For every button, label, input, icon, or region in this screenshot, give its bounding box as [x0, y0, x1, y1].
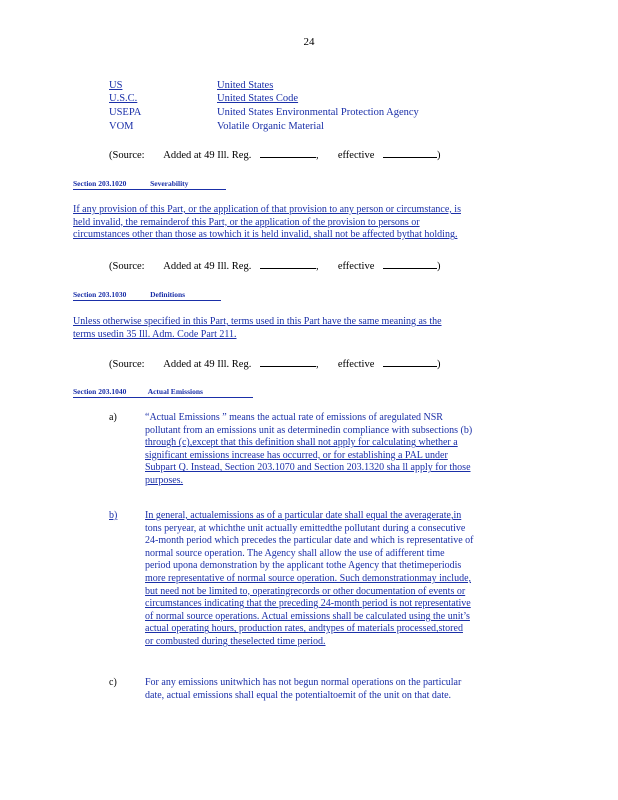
text-line: significant emissions increase has occurred, or for establishing a PAL under: [145, 449, 448, 461]
blank-line: [383, 357, 437, 367]
text-line: Unless otherwise specified in this Part, terms used in this Part have the same meaning as the: [73, 316, 442, 327]
text-line: or combusted during theselected time period.: [145, 635, 326, 647]
abbreviation-term: USEPA: [109, 107, 142, 118]
section-title: Severability: [150, 179, 189, 188]
definitions-paragraph: [73, 316, 442, 341]
source-added: Added at 49 Ill. Reg.: [163, 150, 252, 161]
text-line: Subpart Q. Instead, Section 203.1070 and Section 203.1320 sha ll apply for those: [145, 462, 471, 474]
section-title: Definitions: [150, 290, 186, 299]
text-line: normal source operation. The Agency shall allow the use of adifferent time: [145, 547, 445, 559]
abbreviation-meaning: United States Environmental Protection Agency: [217, 107, 419, 118]
text-line: purposes.: [145, 474, 184, 486]
item-marker: b): [109, 510, 118, 521]
text-line: period upona demonstration by the applicant tothe Agency that thetimeperiodis: [145, 560, 462, 572]
section-heading: [73, 387, 253, 398]
text-line: circumstances other than those as towhich it is held invalid, shall not be affected bythat holding.: [73, 229, 458, 241]
actual-emissions-definition: [145, 412, 472, 488]
text-line: through (c),except that this definition shall not apply for calculating whether a: [145, 437, 458, 449]
abbreviation-term: VOM: [109, 121, 134, 132]
text-line: For any emissions unitwhich has not begun normal operations on the particular: [145, 677, 462, 688]
source-note: (Source: Added at 49 Ill. Reg. , effective ): [109, 359, 441, 370]
blank-line: [383, 259, 437, 269]
source-note: (Source: Added at 49 Ill. Reg. , effective ): [109, 150, 441, 161]
item-marker: c): [109, 677, 117, 688]
section-heading: [73, 179, 226, 190]
text-line: but need not be limited to, operatingrecords or other documentation of events or: [145, 585, 466, 597]
text-line: of normal source operations. Actual emissions shall be calculated using the unit’s: [145, 610, 470, 622]
abbreviation-term: U.S.C.: [109, 93, 138, 104]
text-line: terms usedin 35 Ill. Adm. Code Part 211.: [73, 328, 237, 340]
text-line: held invalid, the remainderof this Part, or the application of the provision to persons or: [73, 216, 420, 228]
text-line: 24-month period which precedes the particular date and which is representative of: [145, 535, 474, 547]
text-line: circumstances indicating that the preceding 24-month period is not representative: [145, 598, 471, 610]
text-line: tons peryear, at whichthe unit actually emittedthe pollutant during a consecutive: [145, 522, 466, 534]
blank-line: [260, 259, 316, 269]
text-line: pollutant from an emissions unit as determinedin compliance with subsections (b): [145, 424, 473, 436]
abbreviation-meaning: Volatile Organic Material: [217, 121, 324, 132]
section-number: Section 203.1040: [73, 387, 127, 396]
section-title: Actual Emissions: [147, 387, 203, 396]
severability-paragraph: [73, 204, 461, 242]
page-number: 24: [303, 36, 315, 48]
abbreviation-term: US: [109, 80, 123, 91]
text-line: If any provision of this Part, or the application of that provision to any person or circumstance, is: [73, 204, 461, 215]
section-heading: [73, 290, 221, 301]
new-unit-paragraph: [145, 677, 461, 702]
text-line: date, actual emissions shall equal the potentialtoemit of the unit on that date.: [145, 689, 452, 701]
text-line: “Actual Emissions ” means the actual rate of emissions of aregulated NSR: [145, 412, 443, 423]
blank-line: [260, 148, 316, 158]
text-line: more representative of normal source operation. Such demonstrationmay include,: [145, 572, 472, 584]
blank-line: [260, 357, 316, 367]
general-actual-emissions-paragraph: [145, 510, 474, 649]
section-number: Section 203.1020: [73, 179, 127, 188]
blank-line: [383, 148, 437, 158]
item-marker: a): [109, 412, 117, 423]
abbreviation-meaning: United States: [217, 80, 274, 91]
source-effective: effective: [337, 150, 375, 161]
abbreviation-meaning: United States Code: [217, 93, 299, 104]
source-note: (Source: Added at 49 Ill. Reg. , effective ): [109, 261, 441, 272]
text-line: actual operating hours, production rates, andtypes of materials processed,stored: [145, 623, 463, 635]
text-line: In general, actualemissions as of a particular date shall equal the averagerate,in: [145, 510, 462, 521]
source-label: (Source:: [109, 150, 145, 161]
section-number: Section 203.1030: [73, 290, 127, 299]
